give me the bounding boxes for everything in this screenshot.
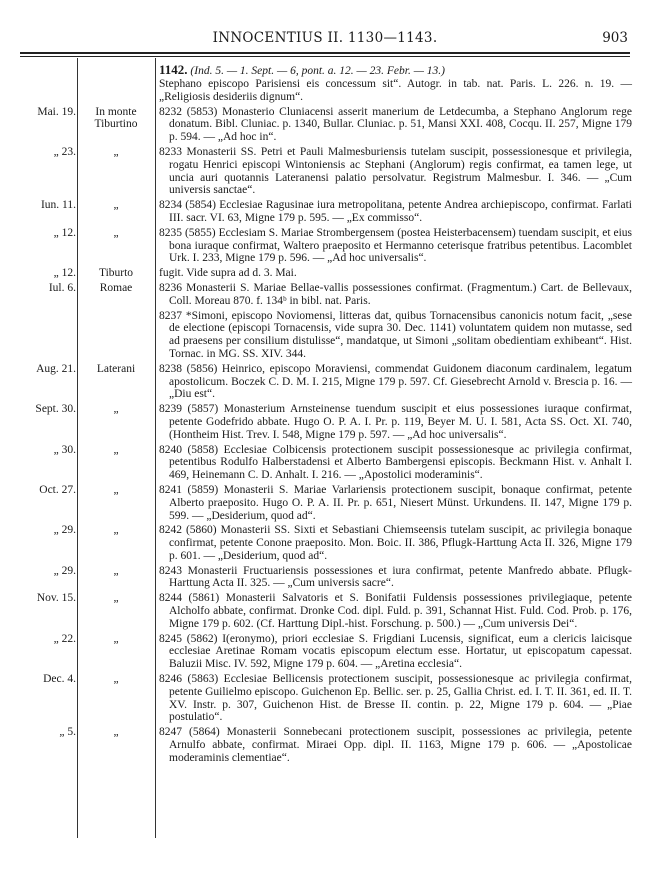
entry-date: Oct. 27. [39, 483, 76, 496]
entry-text: 8245 (5862) I(eronymo), priori ecclesiae S. Frigdiani Lucensis, significat, eum a clericis laicisque ecclesiae Aretinae Romam vocatis episcopum electum esse. Hortatur, ut episcopatum capessat. Baluzii Misc. IV. 592, Migne 179 p. 604. — „Aretina ecclesia“. [159, 632, 632, 671]
entry-date: Mai. 19. [37, 105, 76, 118]
entry-row [20, 106, 632, 144]
entry-row [20, 673, 632, 724]
header-rule-thin [20, 56, 630, 57]
entry-place: „ [113, 592, 119, 605]
entry-text: 8246 (5863) Ecclesiae Bellicensis protectionem suscipit, possessionesque ac privilegia confirmat, petente Guilielmo episcopo. Guichenon Ep. Bellic. ser. p. 25, Gallia Christ. ed. I. T. II. 361, ed. II. T. XV. Instr. p. 307, Guichenon Hist. de Bresse II. contin. p. 22, Migne 179 p. 604. — „Piae postulatio“. [159, 673, 632, 724]
entry-date: „ 29. [53, 524, 76, 537]
entry-row [20, 726, 632, 764]
entry-row [20, 310, 632, 361]
pontificate-year: 1142. [159, 62, 188, 77]
header-rule [20, 52, 630, 54]
entry-row [20, 565, 632, 591]
entry-row [20, 444, 632, 482]
entry-date: „ 29. [53, 564, 76, 577]
entry-date: „ 12. [53, 226, 76, 239]
regesta-table [20, 63, 632, 765]
entry-place: „ [113, 199, 119, 212]
entry-place: „ [113, 483, 119, 496]
entry-place: „ [113, 673, 119, 686]
entry-place: „ [113, 145, 119, 158]
entry-place: „ [113, 632, 119, 645]
entry-date: Iun. 11. [40, 199, 76, 212]
entry-text: 8241 (5859) Monasterii S. Mariae Varlariensis protectionem suscipit, bonaque confirmat, petente Alberto praeposito. Hugo O. P. A. II. Pr. p. 651, Niesert Münst. Urkundens. II. 147, Migne 179 p. 599. — „Desiderium, quod ad“. [159, 483, 632, 522]
entry-row [20, 363, 632, 401]
entry-date: „ 23. [53, 145, 76, 158]
entry-text: 8235 (5855) Ecclesiam S. Mariae Strombergensem (postea Heisterbacensem) tuendam suscipit, et eius bona iuraque confirmat, Waltero praeposito et Hermanno ceterisque fratribus petentibus. Lacomblet Urk. I. 233, Migne 179 p. 596. — „Ad hoc universalis“. [159, 226, 632, 265]
entry-place: „ [113, 403, 119, 416]
entry-place: „ [113, 564, 119, 577]
page-header [20, 28, 630, 52]
entry-row [20, 146, 632, 197]
pontificate-year-heading [159, 63, 632, 78]
entry-text: 8234 (5854) Ecclesiae Ragusinae iura metropolitana, petente Andrea archiepiscopo, confirmat. Farlati III. sacr. VI. 63, Migne 179 p. 595. — „Ex commisso“. [159, 199, 632, 224]
entry-date: „ 22. [53, 632, 76, 645]
entry-row [20, 403, 632, 441]
entry-text: 8232 (5853) Monasterio Cluniacensi asserit manerium de Letdecumba, a Stephano Anglorum rege donatum. Bibl. Cluniac. p. 1340, Bullar. Cluniac. p. 51, Mansi XXI. 408, Cocqu. II. 257, Migne 179 p. 594. — „Ad hoc in“. [159, 105, 632, 144]
entry-place: Romae [99, 281, 133, 294]
entry-date: „ 5. [59, 726, 76, 739]
entry-text: 8238 (5856) Heinrico, episcopo Moraviensi, commendat Guidonem diaconum cardinalem, legatum apostolicum. Boczek C. D. M. I. 215, Migne 179 p. 597. Cf. Giesebrecht Arnold v. Brescia p. 16. — „Diu est“. [159, 362, 632, 401]
entry-place: „ [113, 726, 119, 739]
entry-row [20, 484, 632, 522]
entry-place: „ [113, 524, 119, 537]
entry-row [20, 199, 632, 225]
entry-row [20, 633, 632, 671]
entry-text: 8233 Monasterii SS. Petri et Pauli Malmesburiensis tutelam suscipit, possessionesque et privilegia, rogatu Henrici episcopi Wintoniensis ac Stephani (Anglorum) regis confirmat, ea tamen lege, ut uncia auri quotannis Lateranensi palatio persolvatur. Registrum Malmesbur. I. 346. — „Cum universis sanctae“. [159, 145, 632, 197]
entry-text: fugit. Vide supra ad d. 3. Mai. [159, 267, 297, 280]
entry-text: 8247 (5864) Monasterii Sonnebecani protectionem suscipit, possessiones ac privilegia, petente Arnulfo abbate, confirmat. Miraei Opp. dipl. II. 1163, Migne 179 p. 606. — „Apostolicae moderaminis clementiae“. [159, 726, 632, 764]
entry-place: In monte Tiburtino [94, 105, 138, 131]
entry-row [20, 282, 632, 308]
entry-row [20, 592, 632, 630]
entry-date: Nov. 15. [36, 592, 76, 605]
entry-place: „ [113, 443, 119, 456]
entry-text: 8239 (5857) Monasterium Arnsteinense tuendum suscipit et eius possessiones iuraque confirmat, petente Godefrido abbate. Hugo O. P. A. I. Pr. p. 119, Beyer M. U. I. 581, Acta SS. Oct. XI. 740, (Hontheim Hist. Trev. I. 548, Migne 179 p. 597. — „Ad hoc universalis“. [159, 403, 632, 441]
entry-date: Iul. 6. [48, 281, 76, 294]
running-title: INNOCENTIUS II. 1130—1143. [212, 30, 438, 46]
entry-date: Dec. 4. [43, 673, 76, 686]
entry-text: 8236 Monasterii S. Mariae Bellae-vallis possessiones confirmat. (Fragmentum.) Cart. de Bellevaux, Coll. Moreau 870. f. 134ᵇ in bibl. nat. Paris. [159, 281, 632, 307]
entry-row [20, 524, 632, 562]
entry-text: 8240 (5858) Ecclesiae Colbicensis protectionem suscipit possessionesque ac privilegia confirmat, petentibus Rodulfo Halberstadensi et Alberto Bambergensi episcopis. Beckmann Hist. v. Anhalt I. 469, Heinemann C. D. Anhalt. I. 216. — „Apostolici moderaminis“. [159, 443, 632, 482]
entry-date: „ 30. [53, 443, 76, 456]
entry-date: „ 12. [53, 267, 76, 280]
entry-text: 8237 *Simoni, episcopo Noviomensi, litteras dat, quibus Tornacensibus canonicis notum facit, „sese de electione (episcopi Tornacensis, vide supra 30. Dec. 1141) voluntatem quidem non mutasse, sed ad praesens per consilium distulisse“, mandatque, ut Simoni „solitam obedientiam exhibeant“. Hist. Tornac. in MG. SS. XIV. 344. [159, 309, 632, 360]
entry-text: Stephano episcopo Parisiensi eis concessum sit“. Autogr. in tab. nat. Paris. L. 226. n. 19. — „Religiosis desideriis dignum“. [159, 78, 632, 103]
entry-place: Laterani [96, 362, 136, 375]
entry-text: 8243 Monasterii Fructuariensis possessiones et iura confirmat, petente Manfredo abbate. Pflugk-Harttung Acta II. 325. — „Cum universis sacre“. [159, 564, 632, 590]
entry-date: Aug. 21. [36, 362, 76, 375]
entry-row [20, 78, 632, 104]
pontificate-info: (Ind. 5. — 1. Sept. — 6, pont. a. 12. — 23. Febr. — 13.) [190, 65, 446, 77]
entry-text: 8242 (5860) Monasterii SS. Sixti et Sebastiani Chiemseensis tutelam suscipit, ac privilegia bonaque confirmat, petente Conone praeposito. Mon. Boic. II. 386, Pflugk-Harttung Acta II. 326, Migne 179 p. 601. — „Desiderium, quod ad“. [159, 524, 632, 562]
page-number: 903 [602, 30, 628, 46]
entry-row [20, 227, 632, 265]
entry-place: „ [113, 226, 119, 239]
entry-place: Tiburto [98, 267, 134, 280]
entry-text: 8244 (5861) Monasterii Salvatoris et S. Bonifatii Fuldensis possessiones privilegiaque, petente Alcholfo abbate, confirmat. Dronke Cod. dipl. Fuld. p. 391, Schannat Hist. Fuld. Cod. Prob. p. 176, Migne 179 p. 602. (Cf. Harttung Dipl.-hist. Forschung. p. 500.) — „Cum universis Dei“. [159, 592, 632, 630]
entry-date: Sept. 30. [35, 403, 76, 416]
entry-row [20, 267, 632, 280]
